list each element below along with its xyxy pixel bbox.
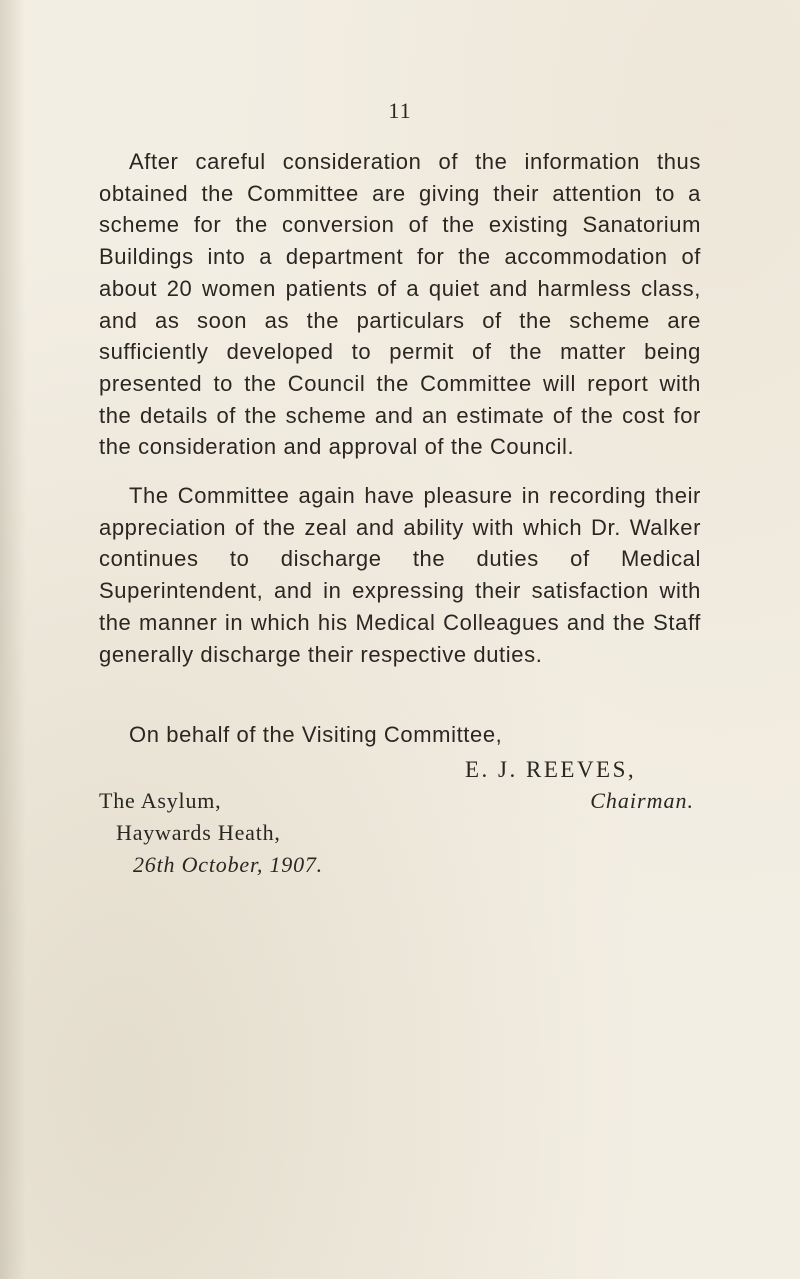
address-line-institution: The Asylum, — [99, 788, 222, 813]
page-number: 11 — [388, 98, 412, 123]
paragraph-sanatorium-scheme: After careful consideration of the information thus obtained the Committee are giving their attention to a scheme for the conversion of the existing Sanatorium Buildings into a department for the accommodation of about 20 women patients of a quiet and harmless class, and as soon as the particulars of the scheme are sufficiently developed to permit of the matter being presented to the Council the Committee will report with the details of the scheme and an estimate of the cost for the consideration and approval of the Council. — [99, 149, 701, 460]
binding-shadow — [0, 0, 26, 1279]
report-body — [99, 146, 701, 670]
closing-line: On behalf of the Visiting Committee, — [129, 722, 503, 747]
paragraph-appreciation: The Committee again have pleasure in recording their appreciation of the zeal and ability with which Dr. Walker continues to discharge the duties of Medical Superintendent, and in expressing their satisfaction with the manner in which his Medical Colleagues and the Staff generally discharge their respective duties. — [99, 483, 701, 667]
signatory-title: Chairman. — [590, 788, 694, 813]
address-line-town: Haywards Heath, — [116, 820, 281, 845]
signatory-name: E. J. REEVES, — [465, 757, 637, 782]
address-date: 26th October, 1907. — [133, 852, 323, 877]
